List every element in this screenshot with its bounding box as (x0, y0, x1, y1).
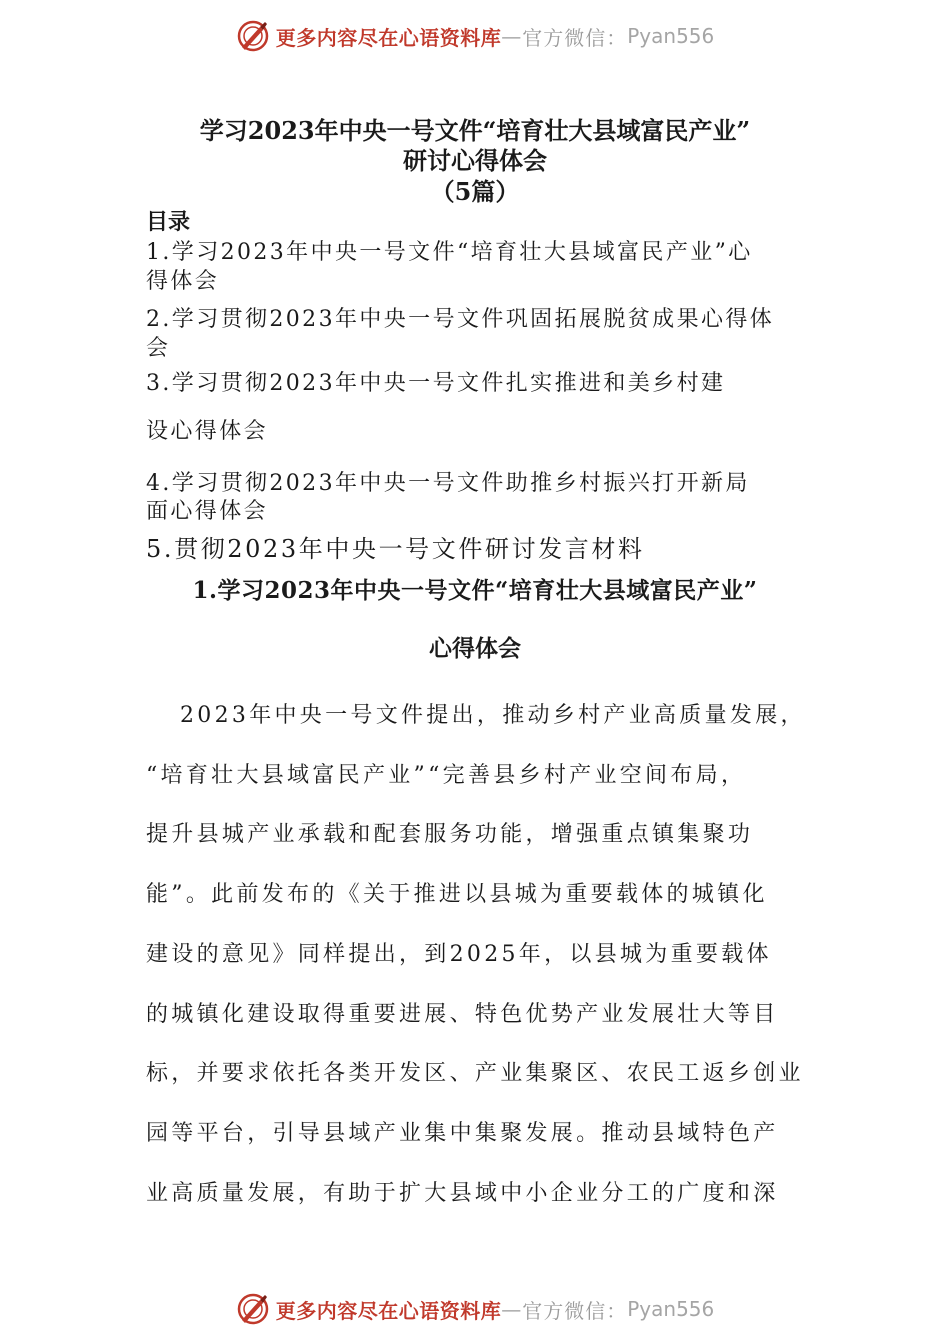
body-line: 提升县城产业承载和配套服务功能，增强重点镇集聚功 (146, 822, 754, 847)
watermark-dash: — (501, 1297, 523, 1321)
watermark-site-text: 更多内容尽在心语资料库 (275, 1298, 502, 1323)
body-line: 业高质量发展，有助于扩大县域中小企业分工的广度和深 (146, 1181, 779, 1206)
toc-item-1 (146, 238, 814, 296)
toc-item-2-line2: 会 (146, 336, 171, 361)
watermark-wechat-label: 官方微信： (522, 25, 628, 50)
toc-item-1-line2: 得体会 (146, 269, 220, 294)
document-title-line2: 研讨心得体会 (403, 146, 547, 175)
document-title-line3: （5篇） (430, 177, 520, 206)
body-line: 标，并要求依托各类开发区、产业集聚区、农民工返乡创业 (146, 1061, 804, 1086)
body-line: 园等平台，引导县域产业集中集聚发展。推动县域特色产 (146, 1121, 779, 1146)
toc-item-4-line1: 4.学习贯彻2023年中央一号文件助推乡村振兴打开新局 (146, 471, 750, 496)
body-line: 的城镇化建设取得重要进展、特色优势产业发展壮大等目 (146, 1002, 779, 1027)
toc-item-2-line1: 2.学习贯彻2023年中央一号文件巩固拓展脱贫成果心得体 (146, 307, 775, 332)
toc-item-1-line1: 1.学习2023年中央一号文件“培育壮大县域富民产业”心 (146, 240, 753, 265)
watermark-wechat-label: 官方微信： (522, 1298, 628, 1323)
watermark-dash: — (501, 24, 523, 48)
pen-logo-icon (236, 19, 270, 53)
toc-heading: 目录 (146, 209, 191, 235)
header-watermark (0, 16, 950, 56)
toc-item-4-line2: 面心得体会 (146, 499, 269, 524)
body-line: “培育壮大县域富民产业”“完善县乡村产业空间布局， (146, 763, 747, 788)
section-title-line2: 心得体会 (429, 635, 521, 662)
toc-item-5: 5.贯彻2023年中央一号文件研讨发言材料 (146, 535, 645, 563)
body-line: 能”。此前发布的《关于推进以县城为重要载体的城镇化 (146, 882, 768, 907)
toc-item-3-line2: 设心得体会 (146, 419, 269, 444)
section-title-line1: 1.学习2023年中央一号文件“培育壮大县域富民产业” (192, 577, 758, 604)
watermark-wechat-id: Pyan556 (627, 1297, 715, 1321)
watermark-site-text: 更多内容尽在心语资料库 (275, 25, 502, 50)
pen-logo-icon (236, 1292, 270, 1326)
toc-item-2 (146, 305, 814, 363)
watermark-wechat-id: Pyan556 (627, 24, 715, 48)
body-line: 2023年中央一号文件提出，推动乡村产业高质量发展， (180, 703, 806, 728)
toc-item-3-line1: 3.学习贯彻2023年中央一号文件扎实推进和美乡村建 (146, 371, 726, 396)
body-line: 建设的意见》同样提出，到2025年，以县城为重要载体 (146, 942, 772, 967)
footer-watermark (0, 1289, 950, 1329)
document-title-line1: 学习2023年中央一号文件“培育壮大县域富民产业” (199, 116, 751, 145)
